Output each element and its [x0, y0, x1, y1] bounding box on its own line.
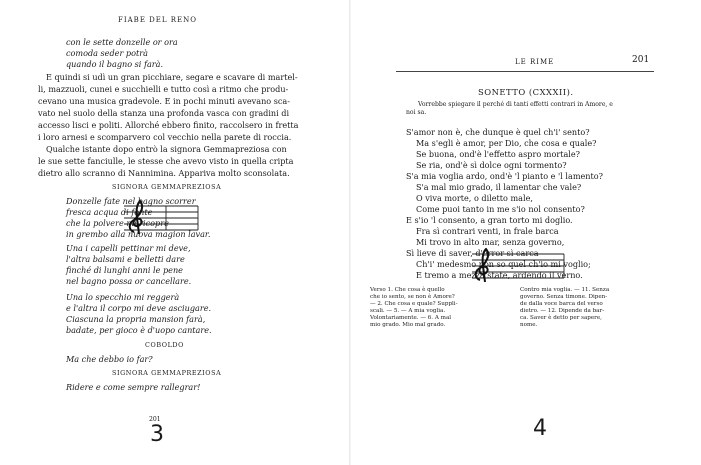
song-line: che la polvere mi ricopre	[66, 218, 169, 228]
song-line: e l'altra il corpo mi deve asciugare.	[66, 303, 212, 313]
verse-line: quando il bagno si farà.	[66, 59, 164, 69]
page-number: 201	[632, 55, 650, 65]
verse-line: comoda seder potrà	[66, 48, 148, 58]
right-page	[350, 0, 701, 465]
song-line: fresca acqua di fonte	[66, 207, 153, 217]
prose-line: li, mazzuoli, cunei e succhielli e tutto così a ritmo che produ-	[38, 84, 289, 94]
page-stamp-number: 4	[533, 416, 547, 441]
sonnet-line: Se buona, ond'è l'effetto aspro mortale?	[416, 149, 580, 159]
sonnet-line: Mi trovo in alto mar, senza governo,	[416, 237, 565, 247]
song-line: in grembo alla nuova magion lavar.	[66, 229, 211, 239]
treble-clef-stamp-left-icon	[118, 198, 200, 234]
sonnet-line: Fra sì contrari venti, in frale barca	[416, 226, 559, 236]
header-rule	[396, 71, 654, 72]
sonnet-line: S'a mal mio grado, il lamentar che vale?	[416, 182, 582, 192]
sonnet-line: S'a mia voglia ardo, ond'è 'l pianto e 'l lamento?	[406, 171, 603, 181]
prose-line: i loro arnesi e scomparvero col vecchio nella parete di roccia.	[38, 132, 292, 142]
sonnet-title: SONETTO (CXXXII).	[478, 87, 574, 97]
note-line: dietro. — 12. Dipende da bar-	[520, 308, 605, 314]
coboldo-line: Ma che debbo io far?	[66, 354, 153, 364]
song-line: l'altra balsami e belletti dare	[66, 254, 185, 264]
note-line: che io sento, se non è Amore?	[370, 294, 455, 300]
song-line: badate, per gioco è d'uopo cantare.	[66, 325, 212, 335]
printed-page-number: 201	[149, 416, 161, 423]
note-line: ca. Saver è detto per sapere,	[520, 315, 602, 321]
treble-clef-stamp-right-icon	[468, 248, 566, 282]
note-line: — 2. Che cosa e quale? Suppli-	[370, 301, 458, 307]
note-line: de dalla voce barca del verso	[520, 301, 603, 307]
sonnet-line: E tremo a mezza state, ardendo il verno.	[416, 270, 583, 280]
sonnet-line: Sì lieve di saver, d'error sì carca	[406, 248, 539, 258]
sonnet-line: Come puoi tanto in me s'io nol consento?	[416, 204, 585, 214]
note-line: mio grado. Mio mal grado.	[370, 322, 446, 328]
right-running-header: LE RIME	[515, 58, 555, 66]
song-line: Ciascuna la propria mansion farà,	[66, 314, 206, 324]
sonnet-line: Ma s'egli è amor, per Dio, che cosa e quale?	[416, 138, 597, 148]
note-line: scali. — 5. — A mia voglia.	[370, 308, 446, 314]
note-line: Volontariamente. — 6. A mal	[370, 315, 452, 321]
prose-line: accesso lisci e politi. Allorché ebbero finito, raccolsero in fretta	[38, 120, 299, 130]
speaker-label: SIGNORA GEMMAPREZIOSA	[112, 183, 222, 191]
sonnet-line: O viva morte, o diletto male,	[416, 193, 533, 203]
left-page	[0, 0, 350, 465]
speaker-label: SIGNORA GEMMAPREZIOSA	[112, 369, 222, 377]
note-line: Verso 1. Che cosa è quello	[370, 287, 445, 293]
note-line: nome.	[520, 322, 538, 328]
sonnet-line: E s'io 'l consento, a gran torto mi doglio.	[406, 215, 573, 225]
sonnet-subtitle: noi sa.	[406, 109, 427, 116]
prose-line: vato nel suolo della stanza una profonda vasca con gradini di	[38, 108, 290, 118]
final-line: Ridere e come sempre rallegrar!	[66, 382, 201, 392]
song-line: finché di lunghi anni le pene	[66, 265, 183, 275]
note-line: governo. Senza timone. Dipen-	[520, 294, 608, 300]
prose-line: E quindi si udì un gran picchiare, segare e scavare di martel-	[46, 72, 298, 82]
sonnet-line: Ch'i' medesmo non so quel ch'io mi voglio;	[416, 259, 591, 269]
prose-line: le sue sette fanciulle, le stesse che avevo visto in quella cripta	[38, 156, 294, 166]
verse-line: con le sette donzelle or ora	[66, 37, 178, 47]
sonnet-line: Se ria, ond'è sì dolce ogni tormento?	[416, 160, 567, 170]
song-line: nel bagno possa or cancellare.	[66, 276, 192, 286]
speaker-label: COBOLDO	[145, 341, 184, 349]
song-line: Una i capelli pettinar mi deve,	[66, 243, 191, 253]
left-running-header: FIABE DEL RENO	[118, 16, 197, 24]
note-line: Contro mia voglia. — 11. Senza	[520, 287, 610, 293]
song-line: Donzelle fate nel bagno scorrer	[66, 196, 196, 206]
prose-line: Qualche istante dopo entrò la signora Gemmapreziosa con	[46, 144, 287, 154]
song-line: Una lo specchio mi reggerà	[66, 292, 180, 302]
prose-line: cevano una musica gradevole. E in pochi minuti avevano sca-	[38, 96, 290, 106]
prose-line: dietro allo scranno di Nannimina. Appariva molto sconsolata.	[38, 168, 290, 178]
sonnet-line: S'amor non è, che dunque è quel ch'i' sento?	[406, 127, 590, 137]
sonnet-subtitle: Vorrebbe spiegare il perché di tanti effetti contrari in Amore, e	[418, 101, 613, 108]
page-stamp-number: 3	[150, 422, 164, 447]
